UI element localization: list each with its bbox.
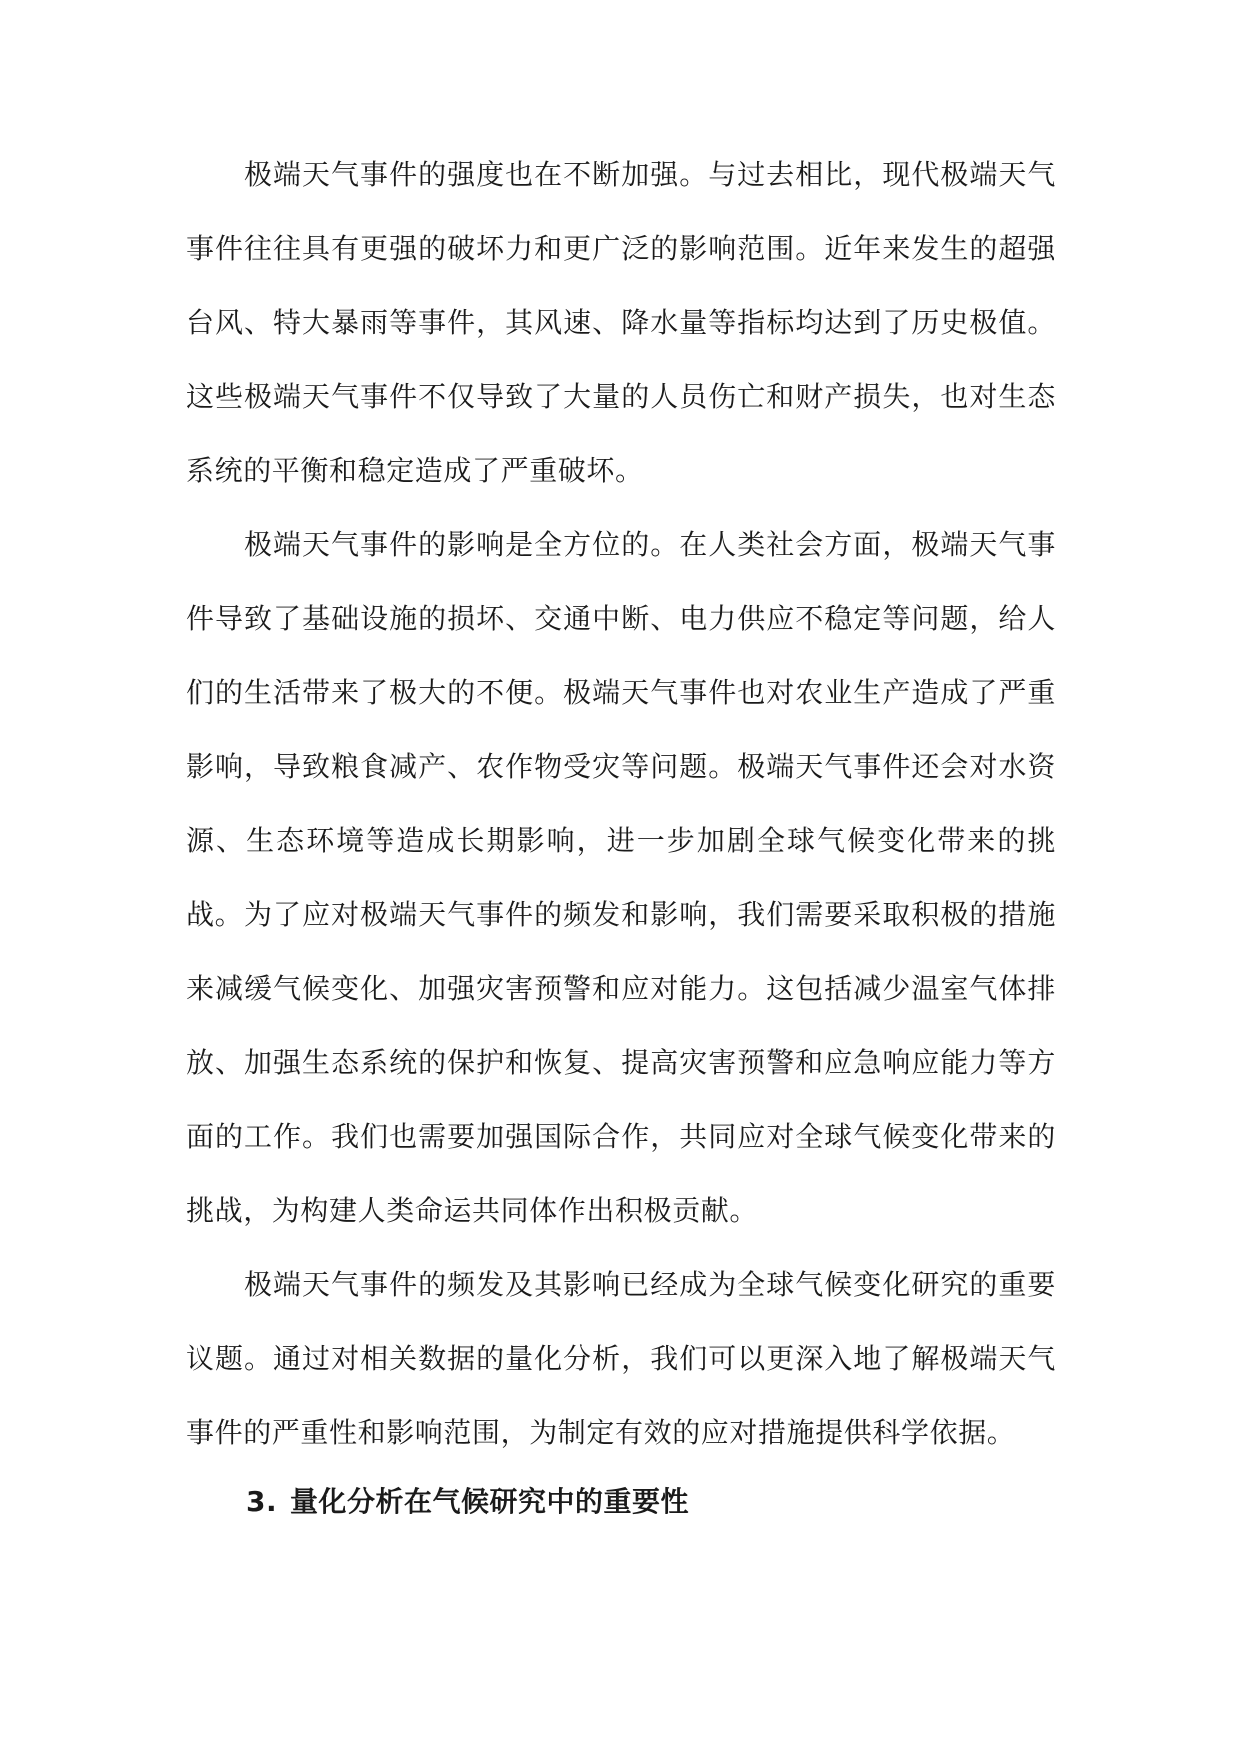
section-heading (246, 1482, 689, 1522)
paragraph-response: 为了应对极端天气事件的频发和影响，我们需要采取积极的措施来减缓气候变化、加强灾害预警和应对能力。这包括减少温室气体排放、加强生态系统的保护和恢复、提高灾害预警和应急响应能力等方面的工作。我们也需要加强国际合作，共同应对全球气候变化带来的挑战，为构建人类命运共同体作出积极贡献。 (186, 898, 1056, 1227)
paragraph-3-block (186, 878, 1056, 1248)
paragraph-intensity: 极端天气事件的强度也在不断加强。与过去相比，现代极端天气事件往往具有更强的破坏力和更广泛的影响范围。近年来发生的超强台风、特大暴雨等事件，其风速、降水量等指标均达到了历史极值。这些极端天气事件不仅导致了大量的人员伤亡和财产损失，也对生态系统的平衡和稳定造成了严重破坏。 (186, 158, 1056, 487)
paragraph-impact: 极端天气事件的影响是全方位的。在人类社会方面，极端天气事件导致了基础设施的损坏、交通中断、电力供应不稳定等问题，给人们的生活带来了极大的不便。极端天气事件也对农业生产造成了严重影响，导致粮食减产、农作物受灾等问题。极端天气事件还会对水资源、生态环境等造成长期影响，进一步加剧全球气候变化带来的挑战。 (186, 528, 1056, 931)
paragraph-research-topic: 极端天气事件的频发及其影响已经成为全球气候变化研究的重要议题。通过对相关数据的量化分析，我们可以更深入地了解极端天气事件的严重性和影响范围，为制定有效的应对措施提供科学依据。 (186, 1268, 1056, 1449)
paragraph-1-block (186, 138, 1056, 508)
section-number: 3. (246, 1485, 278, 1518)
paragraph-4-block (186, 1248, 1056, 1470)
section-title: 量化分析在气候研究中的重要性 (290, 1485, 690, 1518)
